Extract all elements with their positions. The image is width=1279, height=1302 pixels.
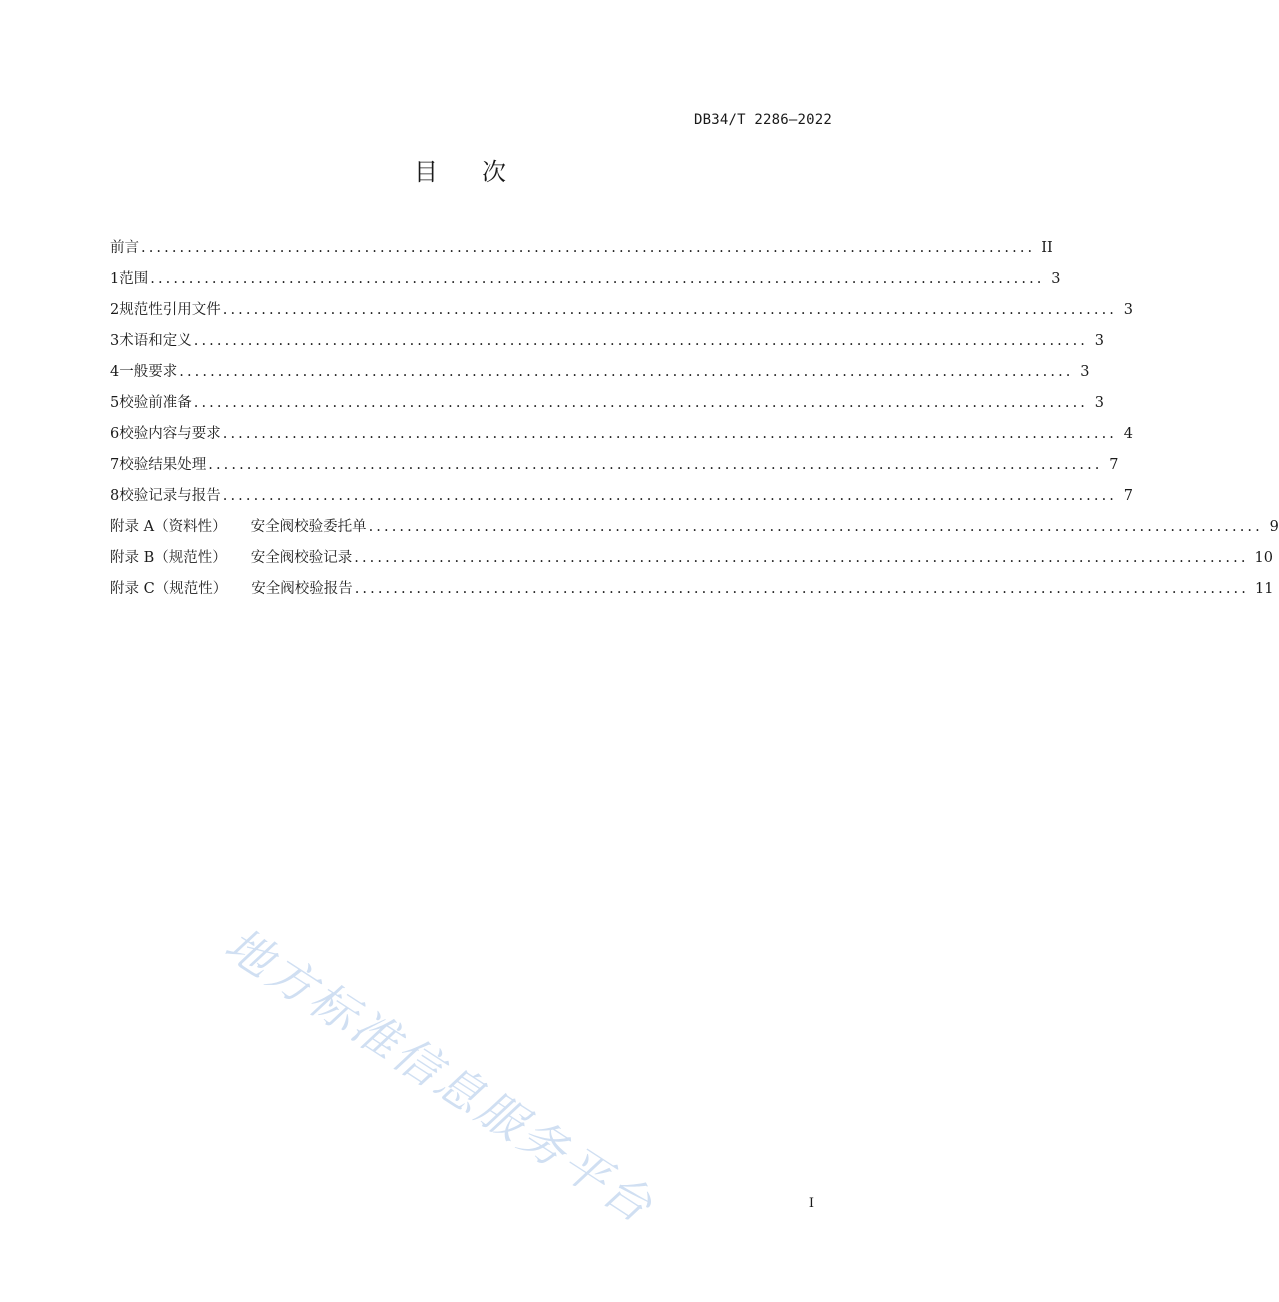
page-title bbox=[0, 152, 920, 187]
toc-entry-number: 4 bbox=[110, 364, 120, 380]
toc-entry-7[interactable] bbox=[110, 453, 1119, 484]
toc-entry-page: 3 bbox=[1051, 271, 1061, 287]
standard-code: DB34/T 2286—2022 bbox=[693, 112, 832, 128]
toc-entry-label: 附录 A（资料性） bbox=[110, 519, 227, 535]
toc-entry-page: 3 bbox=[1094, 333, 1104, 349]
toc-leader-dots: .................................................................................................................... bbox=[141, 240, 1036, 256]
toc-entry-page: 4 bbox=[1123, 426, 1133, 442]
toc-entry-6[interactable] bbox=[110, 422, 1133, 453]
toc-leader-dots: .................................................................................................................... bbox=[368, 519, 1263, 535]
toc-entry-page: II bbox=[1041, 240, 1053, 256]
toc-entry-appendix-b[interactable] bbox=[110, 546, 1273, 577]
toc-leader-dots: .................................................................................................................... bbox=[354, 550, 1249, 566]
toc-entry-number: 3 bbox=[110, 333, 120, 349]
toc-entry-page: 11 bbox=[1254, 581, 1274, 597]
toc-leader-dots: .................................................................................................................... bbox=[193, 333, 1088, 349]
toc-leader-dots: .................................................................................................................... bbox=[354, 581, 1249, 597]
toc-leader-dots: .................................................................................................................... bbox=[222, 488, 1117, 504]
toc-entry-label: 校验记录与报告 bbox=[119, 488, 221, 504]
toc-entry-label: 范围 bbox=[119, 271, 149, 287]
toc-entry-1[interactable] bbox=[110, 267, 1061, 298]
toc-leader-dots: .................................................................................................................... bbox=[222, 426, 1117, 442]
toc-entry-2[interactable] bbox=[110, 298, 1133, 329]
toc-entry-number: 6 bbox=[110, 426, 120, 442]
toc-leader-dots: .................................................................................................................... bbox=[208, 457, 1103, 473]
toc-entry-number: 2 bbox=[110, 302, 120, 318]
toc-entry-label: 术语和定义 bbox=[119, 333, 192, 349]
toc-entry-5[interactable] bbox=[110, 391, 1104, 422]
toc-entry-appendix-c[interactable] bbox=[110, 577, 1274, 608]
toc-entry-label: 附录 B（规范性） bbox=[110, 550, 227, 566]
toc-entry-label: 前言 bbox=[110, 240, 139, 256]
table-of-contents bbox=[110, 236, 1279, 608]
toc-entry-label: 一般要求 bbox=[119, 364, 178, 380]
toc-entry-page: 3 bbox=[1094, 395, 1104, 411]
toc-entry-page: 10 bbox=[1254, 550, 1273, 566]
toc-entry-number: 5 bbox=[110, 395, 120, 411]
toc-entry-page: 7 bbox=[1123, 488, 1133, 504]
watermark: 地方标准信息服务平台 bbox=[215, 916, 665, 1235]
toc-leader-dots: .................................................................................................................... bbox=[193, 395, 1088, 411]
toc-entry-subtitle: 安全阀校验报告 bbox=[251, 581, 353, 597]
toc-entry-subtitle: 安全阀校验记录 bbox=[250, 550, 353, 566]
toc-entry-page: 9 bbox=[1269, 519, 1279, 535]
toc-entry-label: 附录 C（规范性） bbox=[110, 581, 228, 597]
toc-entry-label: 校验前准备 bbox=[119, 395, 192, 411]
toc-entry-label: 规范性引用文件 bbox=[119, 302, 221, 318]
toc-leader-dots: .................................................................................................................... bbox=[150, 271, 1045, 287]
toc-entry-appendix-a[interactable] bbox=[110, 515, 1279, 546]
toc-entry-page: 3 bbox=[1080, 364, 1090, 380]
toc-entry-page: 3 bbox=[1123, 302, 1133, 318]
toc-entry-8[interactable] bbox=[110, 484, 1133, 515]
toc-entry-label: 校验内容与要求 bbox=[119, 426, 221, 442]
toc-entry-3[interactable] bbox=[110, 329, 1104, 360]
toc-leader-dots: .................................................................................................................... bbox=[222, 302, 1117, 318]
toc-entry-foreword[interactable] bbox=[110, 236, 1053, 267]
page-title-char-2: 次 bbox=[482, 158, 506, 186]
page-number: I bbox=[808, 1196, 814, 1211]
toc-entry-number: 7 bbox=[110, 457, 120, 473]
toc-entry-4[interactable] bbox=[110, 360, 1090, 391]
toc-entry-number: 8 bbox=[110, 488, 120, 504]
toc-entry-subtitle: 安全阀校验委托单 bbox=[250, 519, 367, 535]
toc-entry-number: 1 bbox=[110, 271, 120, 287]
toc-entry-label: 校验结果处理 bbox=[119, 457, 207, 473]
toc-leader-dots: .................................................................................................................... bbox=[179, 364, 1074, 380]
page-title-char-1: 目 bbox=[414, 158, 438, 186]
toc-entry-page: 7 bbox=[1109, 457, 1119, 473]
